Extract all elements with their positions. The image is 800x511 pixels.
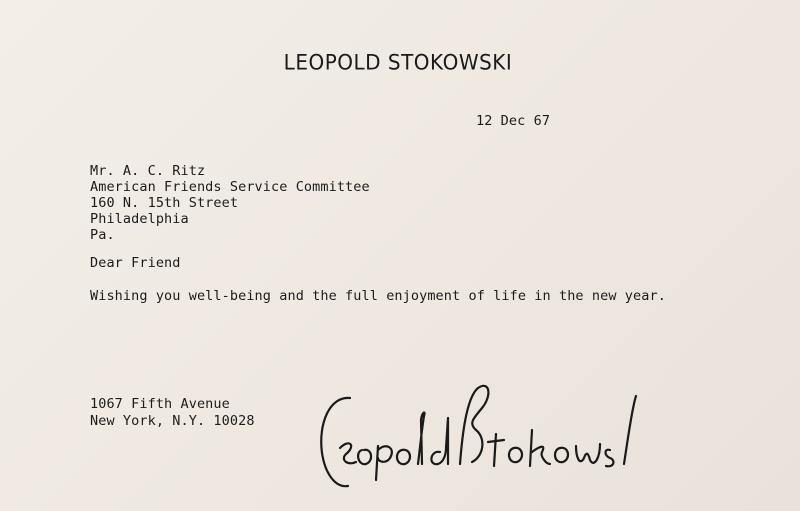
recipient-line: American Friends Service Committee [90, 179, 370, 195]
letter-body: Wishing you well-being and the full enjoyment of life in the new year. [90, 288, 666, 304]
recipient-line: Pa. [90, 227, 115, 243]
recipient-address [90, 163, 370, 243]
sender-line: 1067 Fifth Avenue [90, 396, 230, 412]
letterhead-name: LEOPOLD STOKOWSKI [283, 49, 513, 75]
sender-address [90, 396, 255, 430]
letter-date: 12 Dec 67 [476, 113, 551, 129]
letterhead [0, 50, 800, 74]
sender-line: New York, N.Y. 10028 [90, 413, 255, 429]
recipient-line: 160 N. 15th Street [90, 195, 239, 211]
recipient-line: Philadelphia [90, 211, 189, 227]
handwritten-signature [310, 368, 650, 498]
salutation: Dear Friend [90, 255, 181, 271]
recipient-line: Mr. A. C. Ritz [90, 163, 206, 179]
